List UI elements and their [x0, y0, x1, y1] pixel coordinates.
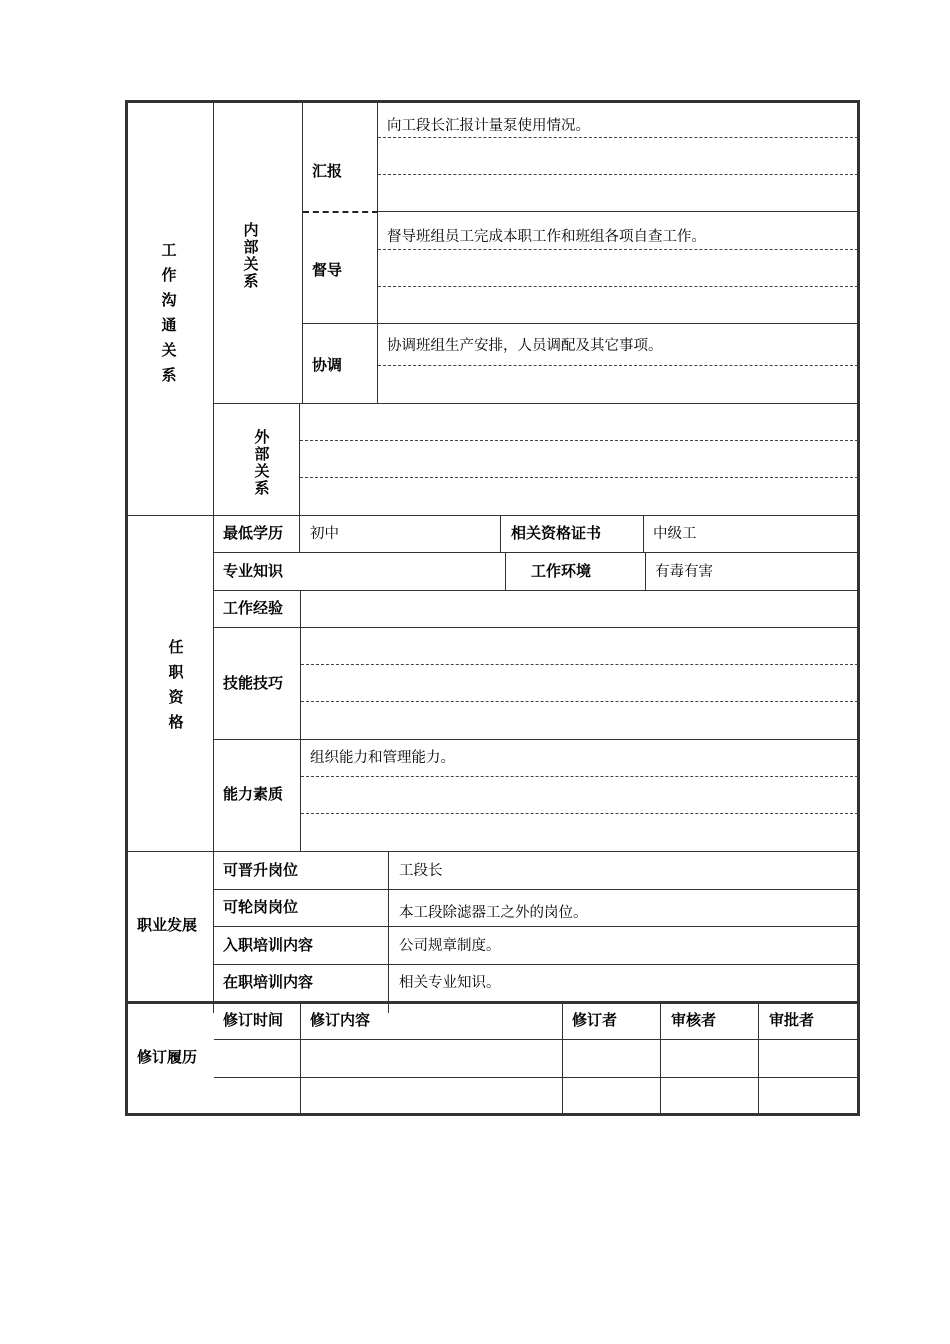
revision-col-time: 修订时间 — [223, 1011, 284, 1029]
education-label: 最低学历 — [223, 524, 284, 542]
coordinate-label: 协调 — [312, 356, 343, 374]
report-label: 汇报 — [312, 162, 343, 180]
internal-relations-label: 内部关系 — [243, 221, 259, 290]
experience-label: 工作经验 — [223, 599, 284, 617]
report-text: 向工段长汇报计量泵使用情况。 — [387, 118, 590, 134]
revision-col-reviser: 修订者 — [572, 1011, 618, 1029]
supervise-text: 督导班组员工完成本职工作和班组各项自查工作。 — [387, 229, 706, 245]
certificate-label: 相关资格证书 — [511, 524, 602, 542]
onboard-training-label: 入职培训内容 — [223, 936, 314, 954]
ability-value: 组织能力和管理能力。 — [310, 750, 455, 766]
onboard-training-value: 公司规章制度。 — [399, 938, 501, 954]
revision-col-checker: 审核者 — [671, 1011, 717, 1029]
certificate-value: 中级工 — [653, 526, 697, 542]
job-description-form — [125, 100, 860, 1116]
environment-value: 有毒有害 — [655, 564, 713, 580]
skills-label: 技能技巧 — [223, 674, 284, 692]
external-relations-label: 外部关系 — [254, 428, 270, 497]
section-revision-label: 修订履历 — [137, 1048, 198, 1066]
revision-col-content: 修订内容 — [310, 1011, 371, 1029]
education-value: 初中 — [310, 526, 339, 542]
section-career-label: 职业发展 — [137, 916, 198, 934]
ability-label: 能力素质 — [223, 785, 284, 803]
knowledge-label: 专业知识 — [223, 562, 284, 580]
section-communication-label: 工作沟通关系 — [161, 241, 177, 384]
supervise-label: 督导 — [312, 261, 343, 279]
section-qualifications-label: 任职资格 — [168, 638, 184, 731]
coordinate-text: 协调班组生产安排，人员调配及其它事项。 — [387, 338, 663, 354]
promote-value: 工段长 — [399, 863, 443, 879]
revision-col-approver: 审批者 — [769, 1011, 815, 1029]
rotate-label: 可轮岗岗位 — [223, 898, 299, 916]
inservice-training-value: 相关专业知识。 — [399, 975, 501, 991]
inservice-training-label: 在职培训内容 — [223, 973, 314, 991]
promote-label: 可晋升岗位 — [223, 861, 299, 879]
environment-label: 工作环境 — [531, 562, 592, 580]
rotate-value: 本工段除滤器工之外的岗位。 — [399, 905, 588, 921]
